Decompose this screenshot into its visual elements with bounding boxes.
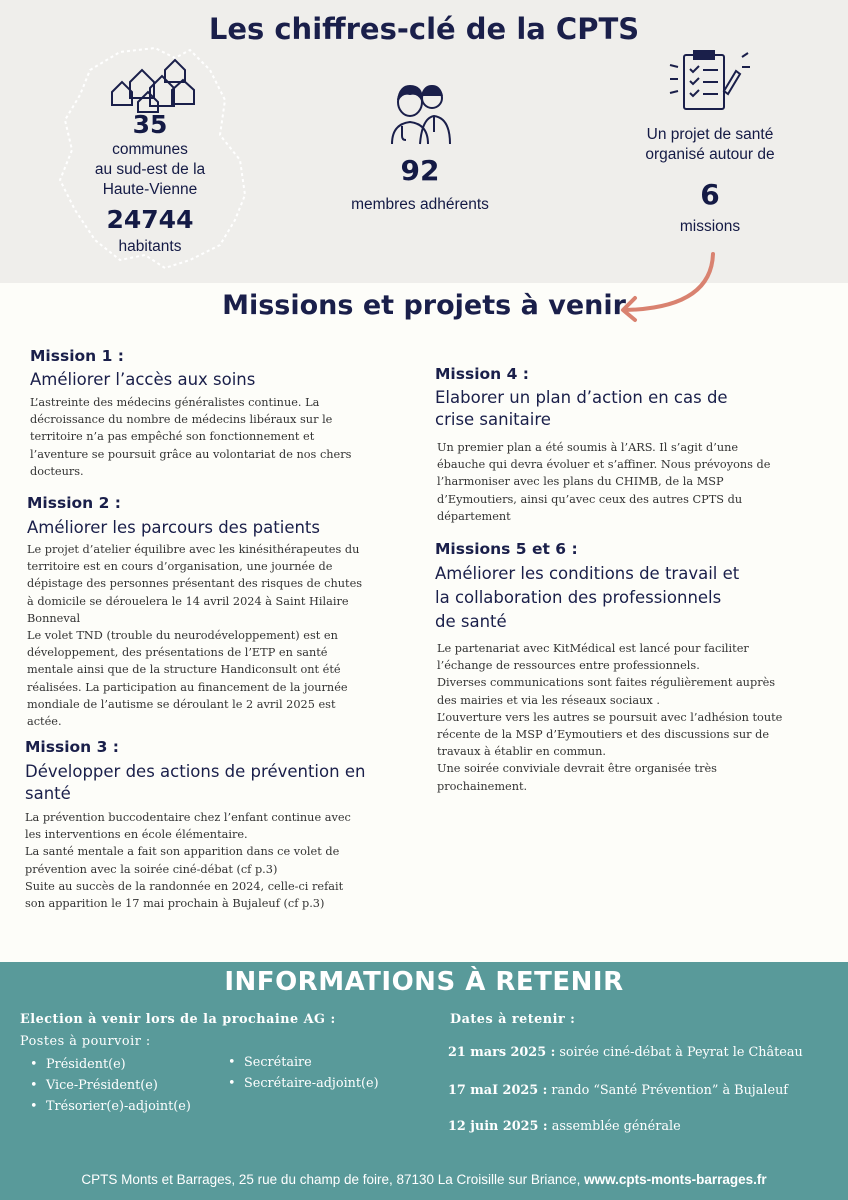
body-line: Le projet d’atelier équilibre avec les kinésithérapeutes du [27, 543, 360, 556]
postes-label: Postes à pourvoir : [20, 1034, 151, 1049]
body-line: Le partenariat avec KitMédical est lancé pour faciliter [437, 642, 749, 655]
body-line: docteurs. [30, 464, 84, 478]
list-item: • Secrétaire [220, 1052, 379, 1073]
footer-address: CPTS Monts et Barrages, 25 rue du champ de foire, 87130 La Croisille sur Briance, [81, 1172, 585, 1187]
body-line: La prévention buccodentaire chez l’enfant continue avec [25, 811, 351, 824]
mission-5-6-body [437, 640, 832, 795]
postes-list-2 [220, 1052, 379, 1094]
body-line: réalisées. La participation au financement de la journée [27, 680, 348, 694]
project-line-2: organisé autour de [645, 146, 775, 163]
communes-count: 35 [132, 110, 168, 139]
body-line: territoire n’a pas empêché son fonctionnement et [30, 430, 315, 444]
mission-5-6-title-line-1: Améliorer les conditions de travail et [435, 564, 740, 583]
list-item: • Vice-Président(e) [22, 1075, 191, 1096]
mission-2-title: Améliorer les parcours des patients [27, 518, 320, 537]
communes-line-3: Haute-Vienne [102, 181, 198, 198]
body-line: Un premier plan a été soumis à l’ARS. Il s’agit d’une [437, 441, 739, 454]
mission-2-body [27, 541, 412, 730]
postes-list-1 [22, 1054, 191, 1117]
info-section-title: INFORMATIONS À RETENIR [224, 967, 624, 997]
date-row-3 [448, 1119, 681, 1134]
footer-website-link[interactable]: www.cpts-monts-barrages.fr [584, 1172, 767, 1187]
list-item: • Trésorier(e)-adjoint(e) [22, 1096, 191, 1117]
checklist-icon [666, 45, 752, 115]
mission-3-title-line-1: Développer des actions de prévention en [25, 762, 366, 781]
date-row-1 [448, 1045, 803, 1060]
body-line: l’échange de ressources entre professionnels. [437, 659, 700, 673]
body-line: Le volet TND (trouble du neurodéveloppement) est en [27, 629, 338, 643]
mission-3-title-line-2: santé [25, 784, 71, 803]
mission-1-title: Améliorer l’accès aux soins [30, 370, 256, 389]
footer [0, 1172, 848, 1187]
mission-5-6-title-line-2: la collaboration des professionnels [435, 588, 722, 607]
mission-4-title-line-1: Elaborer un plan d’action en cas de [435, 388, 728, 407]
project-line-1: Un projet de santé [646, 126, 774, 143]
date-row-2 [448, 1083, 788, 1098]
page-title: Les chiffres-clé de la CPTS [208, 12, 640, 46]
body-line: mondiale de l’autisme se déroulant le 2 avril 2025 est [27, 697, 336, 711]
body-line: dépistage des personnes présentant des risques de chutes [27, 577, 363, 591]
body-line: à domicile se dérouelera le 14 avril 2024 à Saint Hilaire [27, 594, 349, 608]
mission-5-6-label: Missions 5 et 6 : [435, 540, 578, 558]
doctors-icon [388, 82, 454, 146]
body-line: actée. [27, 715, 62, 729]
body-line: son apparition le 17 mai prochain à Bujaleuf (cf p.3) [25, 897, 325, 911]
body-line: Diverses communications sont faites régulièrement auprès [437, 676, 776, 690]
mission-1-body [30, 394, 410, 480]
date-value: 21 mars 2025 : [448, 1045, 556, 1060]
body-line: Bonneval [27, 611, 81, 625]
body-line: prévention avec la soirée ciné-débat (cf p.3) [25, 862, 278, 876]
mission-3-title [25, 761, 365, 805]
mission-4-title [435, 387, 728, 431]
communes-label [60, 140, 240, 200]
date-event: soirée ciné-débat à Peyrat le Château [555, 1045, 803, 1060]
mission-5-6-title [435, 562, 739, 634]
body-line: d’Eymoutiers, ainsi qu’avec ceux des autres CPTS du [437, 492, 743, 506]
body-line: territoire est en cours d’organisation, une journée de [27, 560, 333, 574]
mission-3-body [25, 809, 410, 912]
list-item: • Secrétaire-adjoint(e) [220, 1073, 379, 1094]
body-line: L’astreinte des médecins généralistes continue. La [30, 396, 320, 409]
mission-4-label: Mission 4 : [435, 365, 529, 383]
body-line: Une soirée conviviale devrait être organisée très [437, 762, 717, 776]
inhabitants-label: habitants [118, 238, 182, 255]
body-line: décroissance du nombre de médecins libéraux sur le [30, 413, 333, 427]
body-line: mentale ainsi que de la structure Handiconsult ont été [27, 663, 341, 677]
missions-section-title: Missions et projets à venir [222, 290, 626, 321]
body-line: Suite au succès de la randonnée en 2024, celle-ci refait [25, 879, 344, 893]
members-label: membres adhérents [351, 196, 489, 213]
body-line: L’ouverture vers les autres se poursuit avec l’adhésion toute [437, 710, 783, 724]
body-line: travaux à établir en commun. [437, 745, 607, 759]
project-label [600, 125, 820, 165]
communes-line-2: au sud-est de la [94, 161, 206, 178]
body-line: La santé mentale a fait son apparition dans ce volet de [25, 845, 340, 859]
date-event: rando “Santé Prévention” à Bujaleuf [547, 1083, 789, 1098]
date-value: 17 maI 2025 : [448, 1083, 548, 1098]
list-item: • Président(e) [22, 1054, 191, 1075]
mission-4-body [437, 439, 827, 525]
body-line: récente de la MSP d’Eymoutiers et des discussions sur de [437, 728, 770, 742]
missions-count: 6 [700, 178, 720, 211]
mission-3-label: Mission 3 : [25, 738, 119, 756]
body-line: département [437, 509, 511, 523]
body-line: les interventions en école élémentaire. [25, 828, 248, 842]
body-line: développement, des présentations de l’ETP en santé [27, 646, 328, 660]
body-line: ébauche qui devra évoluer et s’affiner. Nous prévoyons de [437, 458, 771, 472]
missions-label: missions [679, 218, 741, 235]
mission-4-title-line-2: crise sanitaire [435, 410, 551, 429]
mission-5-6-title-line-3: de santé [435, 612, 507, 631]
members-count: 92 [400, 154, 440, 187]
communes-line-1: communes [112, 141, 188, 158]
election-title: Election à venir lors de la prochaine AG : [20, 1012, 336, 1027]
date-value: 12 juin 2025 : [448, 1119, 548, 1134]
body-line: prochainement. [437, 779, 528, 793]
body-line: l’aventure se poursuit grâce au volontariat de nos chers [30, 447, 352, 461]
inhabitants-count: 24744 [106, 205, 194, 234]
dates-title: Dates à retenir : [450, 1012, 576, 1027]
body-line: l’harmoniser avec les plans du CHIMB, de la MSP [437, 475, 724, 489]
mission-2-label: Mission 2 : [27, 494, 121, 512]
body-line: des mairies et via les réseaux sociaux . [437, 693, 660, 707]
mission-1-label: Mission 1 : [30, 347, 124, 365]
date-event: assemblée générale [547, 1119, 681, 1134]
